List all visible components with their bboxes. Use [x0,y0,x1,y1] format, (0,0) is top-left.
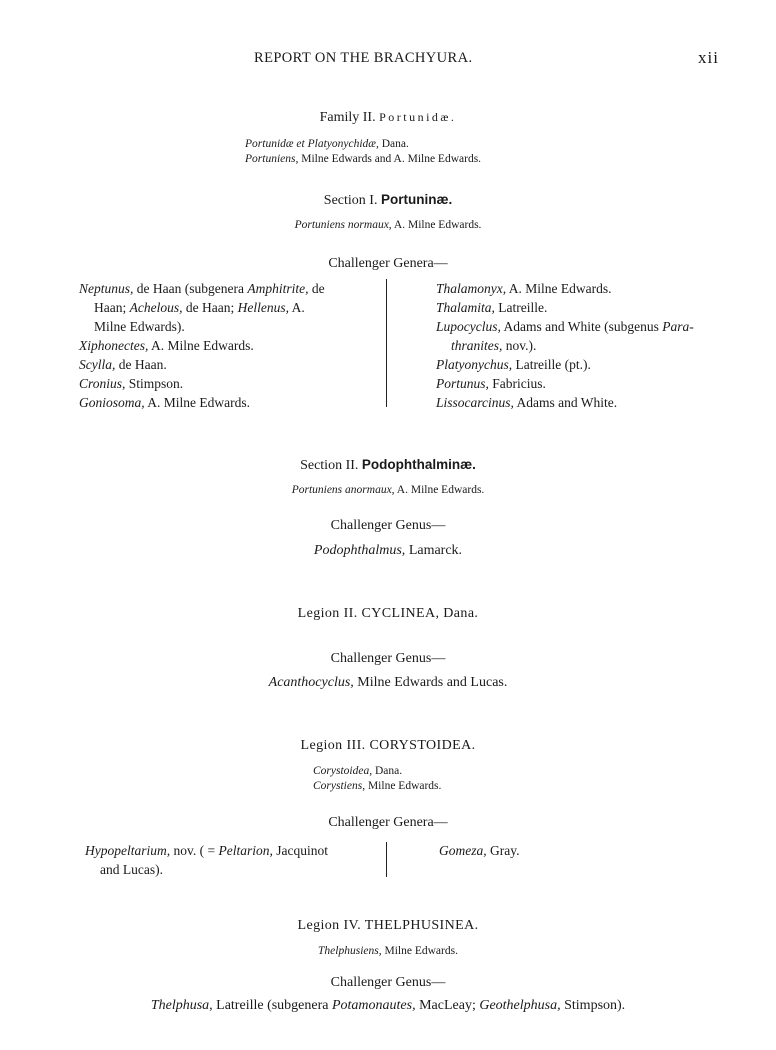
family-synonym-2: Portuniens, Milne Edwards and A. Milne Edwards. [245,153,482,165]
legion3-genera-label: Challenger Genera— [328,815,448,830]
genus-entry-continued: and Lucas). [100,862,163,877]
section2-name: Podophthalminæ. [361,457,476,472]
section1-genera-label: Challenger Genera— [328,256,448,271]
genus-entry: Gomeza, Gray. [439,843,520,858]
legion3-synonym-2: Corystiens, Milne Edwards. [313,780,442,792]
genus-entry-continued: thranites, nov.). [451,338,537,353]
section1-synonym: Portuniens normaux, A. Milne Edwards. [294,219,482,231]
family-name: Portunidæ. [379,110,457,124]
genus-entry: Portunus, Fabricius. [436,376,546,391]
family-synonym-1: Portunidæ et Platyonychidæ, Dana. [245,138,409,150]
legion2-genus-label: Challenger Genus— [330,651,446,666]
genus-entry-continued: Milne Edwards). [94,319,185,334]
column-divider [386,842,387,877]
legion3-genera-left [85,841,328,879]
genus-entry: Lupocyclus, Adams and White (subgenus Para- [436,319,694,334]
legion3-synonym-1: Corystoidea, Dana. [313,765,403,777]
genus-entry: Goniosoma, A. Milne Edwards. [79,395,251,410]
legion2-heading: Legion II. CYCLINEA, Dana. [297,606,479,621]
section1-name: Portuninæ. [380,192,453,207]
genus-entry: Hypopeltarium, nov. ( = Peltarion, Jacquinot [85,843,328,858]
section2-heading: Section II. Podophthalminæ. [300,457,476,473]
section2-genus-label: Challenger Genus— [330,518,446,533]
column-divider [386,279,387,407]
section2-genus: Podophthalmus, Lamarck. [313,543,463,558]
legion4-synonym: Thelphusiens, Milne Edwards. [318,945,458,957]
page-number: xii [698,48,719,67]
legion4-genus: Thelphusa, Latreille (subgenera Potamonautes, MacLeay; Geothelphusa, Stimpson). [150,998,626,1013]
genus-entry: Xiphonectes, A. Milne Edwards. [79,338,254,353]
genus-entry: Thalamita, Latreille. [436,300,548,315]
legion4-heading: Legion IV. THELPHUSINEA. [297,918,479,933]
legion3-genera-right [439,841,520,860]
genus-entry: Scylla, de Haan. [79,357,167,372]
genus-entry-continued: Haan; Achelous, de Haan; Hellenus, A. [94,300,305,315]
legion3-heading: Legion III. CORYSTOIDEA. [300,738,476,753]
legion4-genus-label: Challenger Genus— [330,975,446,990]
family-heading: Family II. Portunidæ. [319,110,457,125]
section1-genera-left [79,279,325,412]
genus-entry: Lissocarcinus, Adams and White. [436,395,618,410]
genus-entry: Cronius, Stimpson. [79,376,184,391]
section2-synonym: Portuniens anormaux, A. Milne Edwards. [291,484,485,496]
genus-entry: Neptunus, de Haan (subgenera Amphitrite, de [79,281,325,296]
legion2-genus: Acanthocyclus, Milne Edwards and Lucas. [268,675,508,690]
genus-entry: Thalamonyx, A. Milne Edwards. [436,281,612,296]
section1-heading: Section I. Portuninæ. [323,192,453,208]
running-title: REPORT ON THE BRACHYURA. [254,50,473,66]
section1-genera-right [436,279,694,412]
genus-entry: Platyonychus, Latreille (pt.). [436,357,591,372]
